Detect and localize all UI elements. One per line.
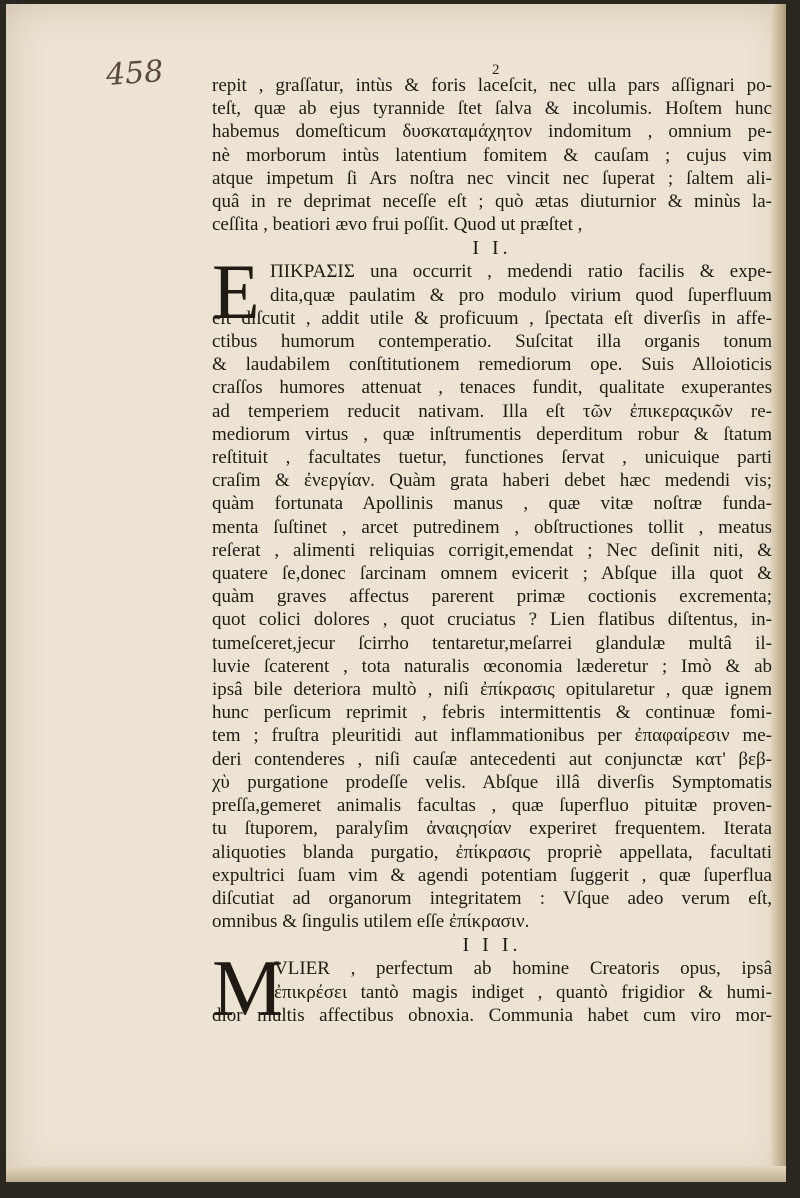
text-line: craſim & ἐνεργίαν. Quàm grata haberi debet hæc medendi vis; (212, 470, 772, 492)
text-line: diſcutiat ad organorum integritatem : Vſque adeo verum eſt, (212, 887, 772, 909)
text-line: dior multis affectibus obnoxia. Communia habet cum viro mor- (212, 1004, 772, 1026)
section-2-lines (212, 260, 772, 933)
text-line: deri contenderes , niſi cauſæ antecedenti aut conjunctæ κατ' βεβ- (212, 748, 772, 770)
text-line: teſt, quæ ab ejus tyrannide ſtet ſalva & incolumis. Hoſtem hunc (212, 98, 772, 120)
text-line: tu ſtuporem, paralyſim ἀναιςησίαν experiret frequentem. Iterata (212, 818, 772, 840)
text-line: luvie ſcaterent , tota naturalis œconomia læderetur ; Imò & ab (212, 655, 772, 677)
text-line: ceſſita , beatiori ævo frui poſſit. Quod ut præſtet , (212, 214, 583, 236)
text-line: omnibus & ſingulis utilem eſſe ἐπίκρασιν. (212, 911, 530, 933)
text-line: expultrici ſuam vim & agendi potentiam ſuggerit , quæ ſuperflua (212, 864, 772, 886)
text-line: preſſa,gemeret animalis facultas , quæ ſuperfluo pituitæ proven- (212, 795, 772, 817)
text-line: ipsâ bile deteriora multò , niſi ἐπίκρασις opitularetur , quæ ignem (212, 679, 772, 701)
text-line: quâ in re deprimat neceſſe eſt ; quò ætas diuturnior & minùs la- (212, 191, 772, 213)
text-line: reſtituit , facultates tuetur, functiones ſervat , unicuique parti (212, 447, 772, 469)
body-text (212, 74, 772, 1034)
section-heading-3: I I I. (462, 934, 522, 957)
text-line: reſerat , alimenti reliquias corrigit,emendat ; Nec deſinit niti, & (212, 539, 772, 561)
text-line: quàm fortunata Apollinis manus , quæ vitæ noſtræ funda- (212, 493, 772, 515)
drop-cap-m: M (212, 945, 284, 1034)
text-line: dita,quæ paulatim & pro modulo virium quod ſuperfluum (270, 284, 772, 306)
text-line: quot colici dolores , quot cruciatus ? Lien flatibus diſtentus, in- (212, 609, 772, 631)
text-line: χὺ purgatione prodeſſe velis. Abſque illâ diverſis Symptomatis (212, 771, 772, 793)
text-line: ΠΙΚΡΑΣΙΣ una occurrit , medendi ratio facilis & expe- (270, 261, 772, 283)
page-edge-right (770, 4, 786, 1182)
text-line: quatere ſe,donec ſarcinam omnem evicerit ; Abſque illa quot & (212, 563, 772, 585)
text-line: ctibus humorum contemperatio. Suſcitat illa organis tonum (212, 331, 772, 353)
section-heading-2: I I. (472, 237, 512, 260)
text-line: repit , graſſatur, intùs & foris laceſcit, nec ulla pars aſſignari po- (212, 75, 772, 96)
text-line: craſſos humores attenuat , tenaces fundit, qualitate exuperantes (212, 377, 772, 399)
intro-paragraph (212, 74, 772, 236)
text-line: tem ; fruſtra pleuritidi aut inflammationibus per ἐπαφαίρεσιν me- (212, 725, 772, 747)
text-line: & laudabilem conſtitutionem remediorum ope. Suis Alloioticis (212, 354, 772, 376)
text-line: nè morborum intùs latentium fomitem & cauſam ; cujus vim (212, 144, 772, 166)
text-line: mediorum virtus , quæ inſtrumentis deperditum robur & ſtatum (212, 423, 772, 445)
text-line: atque impetum ſi Ars noſtra nec vincit nec ſuperat ; ſaltem ali- (212, 167, 772, 189)
text-line: tumeſceret,jecur ſcirrho tentaretur,meſarrei glandulæ multâ il- (212, 632, 772, 654)
text-line: menta ſuſtinet , arcet putredinem , obſtructiones tollit , meatus (212, 516, 772, 538)
page-edge-bottom (6, 1166, 786, 1182)
text-line: ἐπικρέσει tantò magis indiget , quantò frigidior & humi- (274, 981, 772, 1003)
text-line: ad temperiem reducit nativam. Illa eſt τῶν ἐπικεραςικῶν re- (212, 400, 772, 422)
handwritten-folio-number: 458 (104, 54, 165, 93)
text-line: habemus domeſticum δυσκαταμάχητον indomitum , omnium pe- (212, 121, 772, 143)
drop-cap-e: E (212, 248, 260, 336)
text-line: aliquoties blanda purgatio, ἐπίκρασις propriè appellata, facultati (212, 841, 772, 863)
text-line: quàm graves affectus parerent primæ coctionis excrementa; (212, 586, 772, 608)
book-page (6, 4, 786, 1182)
text-line: eſt diſcutit , addit utile & proficuum , ſpectata eſt diverſis in affe- (212, 307, 772, 329)
section-3-lines (212, 957, 772, 1027)
signature-mark: 2 (492, 62, 500, 78)
text-line: hunc perſicum reprimit , febris intermittentis & continuæ fomi- (212, 702, 772, 724)
text-line: VLIER , perfectum ab homine Creatoris opus, ipsâ (274, 958, 772, 980)
